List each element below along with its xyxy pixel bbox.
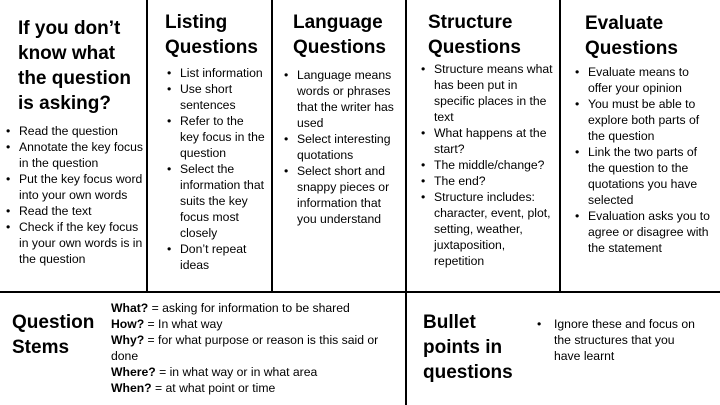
stem-key: How? — [111, 317, 145, 331]
list-item: • Link the two parts of the question to the quotations you have selected — [574, 144, 714, 208]
col1-list — [5, 123, 143, 267]
list-item: • Select interesting quotations — [283, 131, 401, 163]
list-item: • Check if the key focus in your own words is in the question — [5, 219, 143, 267]
list-item: • List information — [166, 65, 266, 81]
divider-v4 — [559, 0, 561, 292]
list-item: • Annotate the key focus in the question — [5, 139, 143, 171]
list-item: • Read the text — [5, 203, 143, 219]
stem-row — [111, 332, 396, 364]
stem-text: = at what point or time — [151, 381, 276, 395]
list-item: • Evaluate means to offer your opinion — [574, 64, 714, 96]
list-item: • What happens at the start? — [420, 125, 555, 157]
divider-v1 — [146, 0, 148, 292]
divider-h — [0, 291, 720, 293]
col5-title: Evaluate Questions — [585, 13, 678, 59]
stems-list — [111, 300, 396, 396]
stem-row — [111, 316, 396, 332]
stem-row — [111, 364, 396, 380]
list-item: • Refer to the key focus in the question — [166, 113, 266, 161]
divider-v3 — [405, 0, 407, 405]
divider-v2 — [271, 0, 273, 292]
list-item: • Evaluation asks you to agree or disagree with the statement — [574, 208, 714, 256]
list-item: • Structure includes: character, event, plot, setting, weather, juxtaposition, repetition — [420, 189, 555, 269]
list-item: • You must be able to explore both parts of the question — [574, 96, 714, 144]
stem-row — [111, 300, 396, 316]
bullets-list — [536, 316, 696, 364]
bullets-title: Bullet points in questions — [423, 312, 513, 383]
stem-text: = In what way — [144, 317, 223, 331]
col3-list — [283, 67, 401, 227]
col4-title: Structure Questions — [428, 12, 521, 58]
col3-title: Language Questions — [293, 12, 386, 58]
stem-text: = asking for information to be shared — [148, 301, 350, 315]
col2-title: Listing Questions — [165, 12, 258, 58]
stems-title: Question Stems — [12, 312, 95, 358]
stem-key: When? — [111, 381, 152, 395]
col1-title: If you don’t know what the question is asking? — [18, 18, 131, 114]
list-item: • Select the information that suits the key focus most closely — [166, 161, 266, 241]
list-item: • Don’t repeat ideas — [166, 241, 266, 273]
col4-list — [420, 61, 555, 269]
list-item: • Read the question — [5, 123, 143, 139]
stem-key: What? — [111, 301, 149, 315]
list-item: • Structure means what has been put in specific places in the text — [420, 61, 555, 125]
stem-row — [111, 380, 396, 396]
list-item: • Ignore these and focus on the structures that you have learnt — [536, 316, 696, 364]
list-item: • Use short sentences — [166, 81, 266, 113]
col5-list — [574, 64, 714, 256]
list-item: • The end? — [420, 173, 555, 189]
stem-text: = in what way or in what area — [155, 365, 318, 379]
list-item: • The middle/change? — [420, 157, 555, 173]
stem-key: Where? — [111, 365, 156, 379]
stem-text: = for what purpose or reason is this said or done — [111, 333, 379, 363]
col2-list — [166, 65, 266, 273]
list-item: • Put the key focus word into your own words — [5, 171, 143, 203]
list-item: • Select short and snappy pieces or information that you understand — [283, 163, 401, 227]
list-item: • Language means words or phrases that the writer has used — [283, 67, 401, 131]
stem-key: Why? — [111, 333, 145, 347]
